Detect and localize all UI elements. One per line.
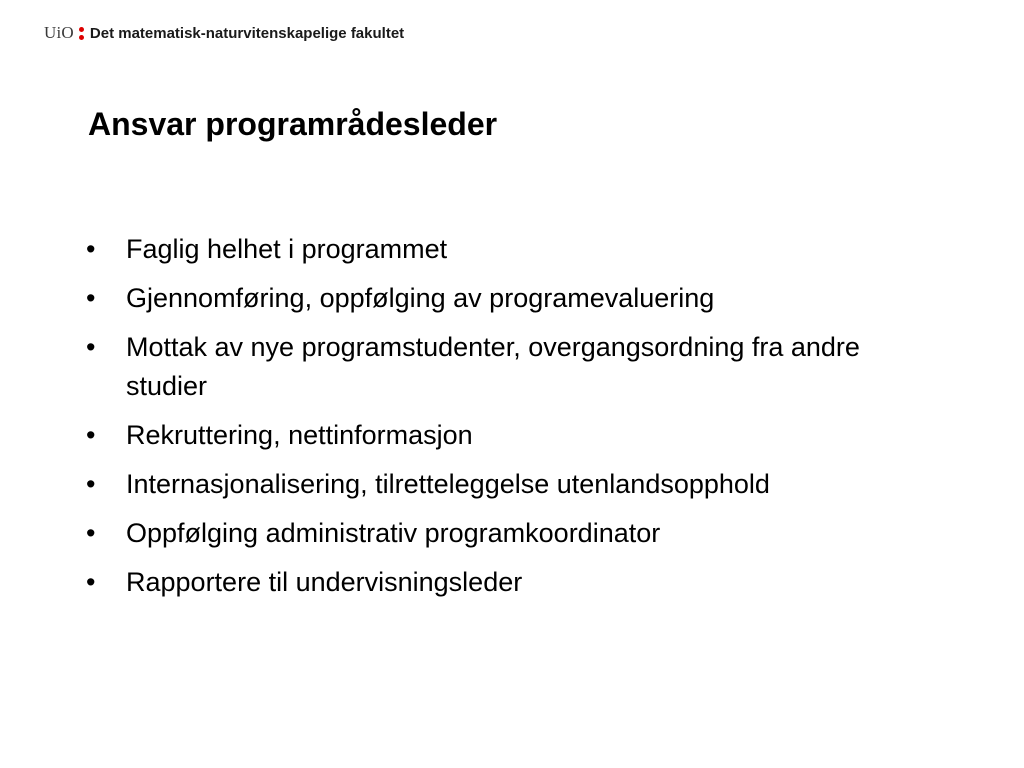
slide-title: Ansvar programrådesleder — [88, 106, 498, 142]
uio-logo: UiO — [44, 23, 74, 42]
faculty-header — [44, 22, 404, 44]
bullet-text: Internasjonalisering, tilretteleggelse utenlandsopphold — [126, 469, 770, 499]
bullet-item — [86, 416, 946, 455]
bullet-text: Faglig helhet i programmet — [126, 234, 448, 264]
uio-dot-bottom — [79, 35, 84, 40]
bullet-item — [86, 279, 946, 318]
bullet-text: Oppfølging administrativ programkoordinator — [126, 518, 661, 548]
bullet-text: Mottak av nye programstudenter, overgangsordning fra andre studier — [126, 332, 860, 401]
bullet-icon: • — [86, 234, 96, 264]
bullet-icon: • — [86, 469, 96, 499]
bullet-icon: • — [86, 283, 96, 313]
bullet-item — [86, 465, 946, 504]
bullet-item — [86, 328, 946, 406]
bullet-icon: • — [86, 420, 96, 450]
bullet-icon: • — [86, 518, 96, 548]
faculty-name: Det matematisk-naturvitenskapelige fakultet — [89, 24, 405, 42]
bullet-item — [86, 230, 946, 269]
bullet-item — [86, 563, 946, 602]
bullet-item — [86, 514, 946, 553]
bullet-text: Rekruttering, nettinformasjon — [126, 420, 473, 450]
uio-colon-icon — [79, 27, 84, 40]
bullet-text: Gjennomføring, oppfølging av programevaluering — [126, 283, 715, 313]
bullet-list — [86, 230, 946, 612]
bullet-icon: • — [86, 567, 96, 597]
uio-dot-top — [79, 27, 84, 32]
bullet-text: Rapportere til undervisningsleder — [126, 567, 523, 597]
bullet-icon: • — [86, 332, 96, 362]
